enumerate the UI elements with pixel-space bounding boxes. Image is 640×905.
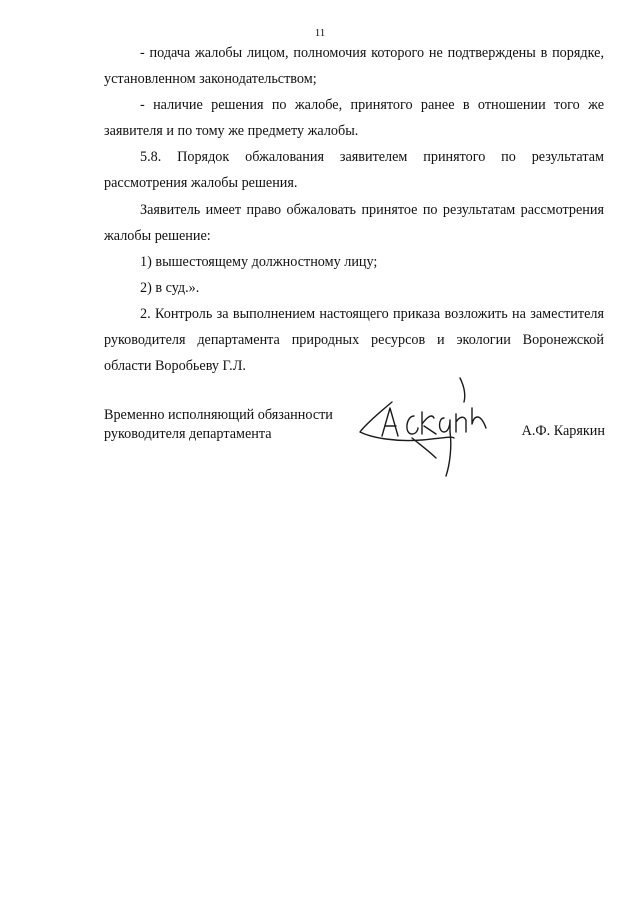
document-body (104, 40, 604, 379)
signatory-title-line: руководителя департамента (104, 426, 272, 442)
paragraph: 2. Контроль за выполнением настоящего приказа возложить на заместителя руководителя департамента природных ресурсов и экологии Воронежской области Воробьеву Г.Л. (104, 305, 604, 375)
signatory-name: А.Ф. Карякин (521, 423, 605, 439)
paragraph: 5.8. Порядок обжалования заявителем принятого по результатам рассмотрения жалобы решения. (104, 149, 604, 192)
handwritten-signature (352, 372, 502, 482)
paragraph: Заявитель имеет право обжаловать принятое по результатам рассмотрения жалобы решение: (104, 201, 604, 244)
page-number: 11 (314, 27, 326, 39)
paragraph: - подача жалобы лицом, полномочия которого не подтверждены в порядке, установленном законодательством; (104, 45, 604, 88)
signatory-title (104, 406, 333, 444)
paragraph: 1) вышестоящему должностному лицу; (140, 253, 378, 270)
signatory-title-line: Временно исполняющий обязанности (104, 407, 333, 423)
paragraph: - наличие решения по жалобе, принятого ранее в отношении того же заявителя и по тому же предмету жалобы. (104, 97, 604, 140)
paragraph: 2) в суд.». (140, 279, 200, 296)
